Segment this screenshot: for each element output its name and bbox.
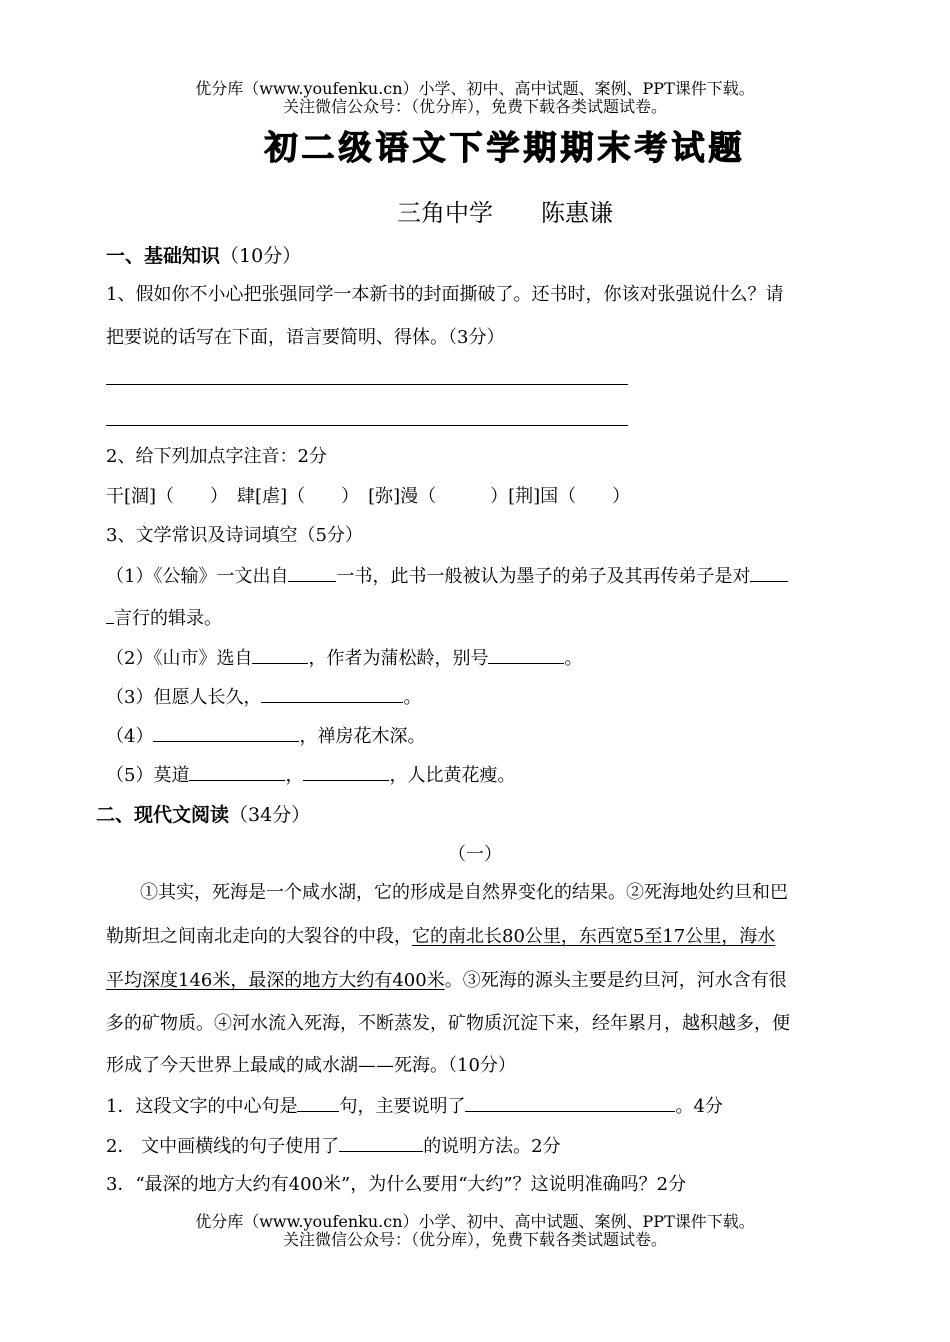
q1-text-line-1: 1、假如你不小心把张强同学一本新书的封面撕破了。还书时，你该对张强说什么？请 [106,284,784,305]
s2-q1-line [106,1095,723,1118]
passage-line-2 [106,926,775,948]
q3-4-suffix: ，禅房花木深。 [299,726,426,747]
q3-1-line-1 [106,565,788,588]
header-line-2: 关注微信公众号：（优分库），免费下载各类试题试卷。 [282,97,667,116]
section-2-heading [96,804,310,826]
footer-line-1: 优分库（www.youfenku.cn）小学、初中、高中试题、案例、PPT课件下载。 [195,1212,755,1231]
q3-1-suffix: 言行的辑录。 [114,608,222,629]
s2-q1-middle: 句，主要说明了 [339,1096,466,1117]
q3-5-line [106,764,515,787]
passage-line-3-plain: 。③死海的源头主要是约旦河，河水含有很 [444,970,787,991]
answer-line-2[interactable] [106,425,628,426]
s2-q2-prefix: 2． 文中画横线的句子使用了 [106,1136,340,1157]
footer-line-2: 关注微信公众号：（优分库），免费下载各类试题试卷。 [282,1230,667,1249]
blank-q3-5-a[interactable] [189,764,285,781]
section-1-heading [106,245,301,267]
q3-1-line-2 [106,607,222,630]
blank-s2-q2[interactable] [339,1135,423,1152]
q3-5-comma: ， [285,765,304,786]
q3-5-prefix: （5）莫道 [106,765,190,786]
passage-line-5: 形成了今天世界上最咸的咸水湖——死海。（10分） [106,1055,516,1076]
part-label: （一） [448,844,502,865]
s2-q1-prefix: 1．这段文字的中心句是 [106,1096,298,1117]
q3-2-middle: ，作者为蒲松龄，别号 [308,648,489,669]
blank-q3-1-c[interactable] [106,607,114,624]
q3-4-line [106,725,425,748]
s2-q2-line [106,1135,561,1158]
q3-2-line [106,647,582,670]
blank-q3-3[interactable] [261,686,403,703]
passage-line-2-plain: 勒斯坦之间南北走向的大裂谷的中段， [106,926,412,947]
section-2-score: （34分） [229,804,311,826]
section-2-title: 二、现代文阅读 [96,804,230,826]
blank-s2-q1-a[interactable] [297,1095,339,1112]
section-1-title: 一、基础知识 [106,245,221,267]
blank-s2-q1-b[interactable] [465,1095,675,1112]
q3-3-suffix: 。 [403,687,422,708]
q3-3-prefix: （3）但愿人长久， [106,687,262,708]
passage-line-1: ①其实，死海是一个咸水湖，它的形成是自然界变化的结果。②死海地处约旦和巴 [140,882,788,903]
section-1-score: （10分） [220,245,302,267]
underlined-sentence-part-2: 平均深度146米，最深的地方大约有400米 [106,970,445,991]
blank-q3-1-b[interactable] [750,565,788,582]
page-title: 初二级语文下学期期末考试题 [264,128,746,167]
underlined-sentence-part-1: 它的南北长80公里，东西宽5至17公里，海水 [412,926,776,947]
passage-line-4: 多的矿物质。④河水流入死海，不断蒸发，矿物质沉淀下来，经年累月，越积越多，便 [106,1013,790,1034]
q3-4-prefix: （4） [106,726,154,747]
s2-q1-suffix: 。4分 [675,1096,723,1117]
s2-q2-suffix: 的说明方法。2分 [423,1136,561,1157]
q3-3-line [106,686,421,709]
q3-1-middle: 一书，此书一般被认为墨子的弟子及其再传弟子是对 [336,566,751,587]
q2-items: 干[涸]（ ） 肆[虐]（ ） [弥]漫（ ）[荆]国（ ） [106,486,631,507]
answer-line-1[interactable] [106,384,628,385]
q1-text-line-2: 把要说的话写在下面，语言要简明、得体。（3分） [106,327,505,348]
blank-q3-2-b[interactable] [488,647,564,664]
header-line-1: 优分库（www.youfenku.cn）小学、初中、高中试题、案例、PPT课件下载。 [195,79,755,98]
s2-q3-line: 3．“最深的地方大约有400米”，为什么要用“大约”？这说明准确吗？2分 [106,1174,687,1195]
q3-2-suffix: 。 [564,648,583,669]
author-line: 三角中学 陈惠谦 [397,199,613,227]
blank-q3-2-a[interactable] [252,647,308,664]
q3-5-suffix: ，人比黄花瘦。 [389,765,516,786]
q3-2-prefix: （2）《山市》选自 [106,648,253,669]
blank-q3-4[interactable] [153,725,299,742]
q3-1-prefix: （1）《公输》一文出自 [106,566,289,587]
passage-line-3 [106,970,787,992]
blank-q3-1-a[interactable] [288,565,336,582]
q2-text: 2、给下列加点字注音：2分 [106,446,327,467]
blank-q3-5-b[interactable] [303,764,389,781]
q3-text: 3、文学常识及诗词填空（5分） [106,525,363,546]
